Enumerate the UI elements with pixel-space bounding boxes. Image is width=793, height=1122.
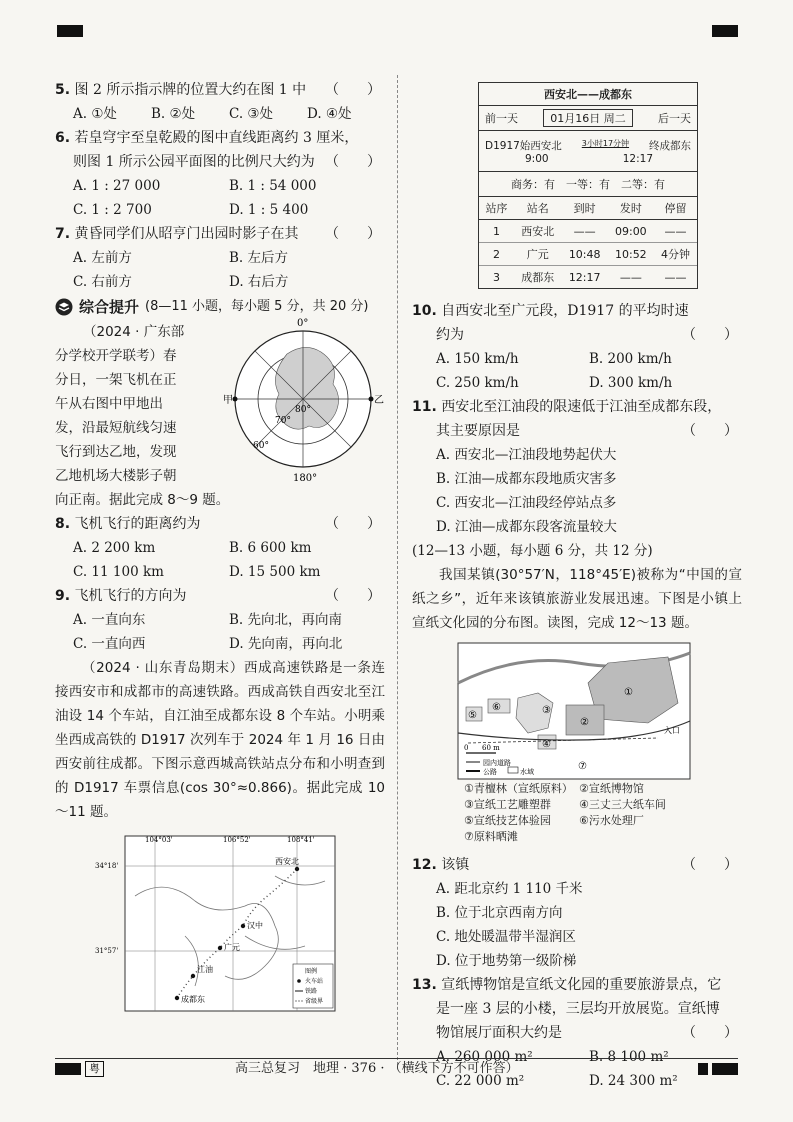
table-cell: —— [573, 224, 596, 238]
ticket-date: 01月16日 周二 [543, 109, 633, 127]
left-column [55, 78, 385, 1011]
q8-answer-blank: （ ） [325, 516, 381, 532]
park-legend-item: ⑦原料晒滩 [464, 830, 518, 843]
q13-answer-blank: （ ） [682, 1025, 738, 1041]
corner-mark-right [712, 25, 738, 37]
ticket-prev-day[interactable]: 前一天 [485, 112, 518, 125]
q8-option-b[interactable]: B. 6 600 km [229, 540, 312, 556]
table-cell: 12:17 [568, 270, 601, 284]
q10-stem-line2: 约为 [436, 327, 464, 343]
q7-option-c[interactable]: C. 右前方 [73, 274, 132, 290]
passage-1-line: （2024 · 广东部 [83, 324, 185, 340]
q13-option-a[interactable]: A. 260 000 m² [436, 1049, 533, 1065]
question-5 [55, 78, 385, 102]
corner-mark-left [57, 25, 83, 37]
map-lon-1: 104°03' [145, 836, 173, 844]
passage-2: （2024 · 山东青岛期末）西成高速铁路是一条连接西安市和成都市的高速铁路。西成高铁自西安北至江油设 14 个车站，自江油至成都东设 8 个车站。小明乘坐西成高铁的 D1917 次列车于 2024 年 1 月 16 日由西安前往成都。下图示意西城高铁站点分布和小明查到的 D1917 车票信息(cos 30°≈0.866)。据此完成 10～11 题。 [55, 660, 385, 820]
q11-option-d[interactable]: D. 江油—成都东段客流量较大 [436, 519, 617, 535]
footer-mark-left [55, 1063, 81, 1075]
passage-1-line: 乙地机场大楼影子朝 [55, 468, 177, 484]
ticket-date-row [479, 106, 697, 131]
ticket-train-no: D1917始西安北 [485, 139, 562, 152]
park-scale-0: 0 [464, 744, 469, 752]
q9-option-b[interactable]: B. 先向北，再向南 [229, 612, 343, 628]
ticket-duration: 3小时17分钟 [581, 138, 630, 148]
q5-number: 5. [55, 82, 71, 98]
q12-option-a[interactable]: A. 距北京约 1 110 千米 [436, 881, 583, 897]
q11-stem-line1: 西安北至江油段的限速低于江油至成都东段， [441, 399, 722, 415]
footer-text: 高三总复习 地理 · 376 · （横线下方不可作答） [235, 1061, 519, 1076]
table-cell: 3 [492, 270, 500, 284]
park-legend-item: ⑥污水处理厂 [579, 814, 644, 827]
ticket-stop-table [479, 197, 697, 288]
q13-option-c[interactable]: C. 22 000 m² [436, 1073, 525, 1089]
question-13 [412, 973, 742, 997]
question-10 [412, 299, 742, 323]
q11-answer-blank: （ ） [682, 423, 738, 439]
paper-park-map [458, 643, 690, 779]
map-station-jiangyou: 江油 [197, 965, 213, 974]
question-11-line2 [412, 419, 742, 443]
q5-options [55, 102, 385, 126]
q8-option-a[interactable]: A. 2 200 km [73, 540, 156, 556]
table-cell: 09:00 [614, 224, 647, 238]
right-column [412, 82, 742, 1093]
park-site-4: ④ [542, 739, 551, 750]
passage-1-line: 飞行到达乙地，发现 [55, 444, 177, 460]
q10-number: 10. [412, 303, 437, 319]
passage-1-line: 发，沿最短航线匀速 [55, 420, 177, 436]
q7-number: 7. [55, 226, 71, 242]
park-site-1: ① [624, 687, 633, 698]
q6-stem-line1: 若皇穹宇至皇乾殿的图中直线距离约 3 厘米， [74, 130, 359, 146]
table-cell: 4分钟 [660, 248, 690, 261]
q12-option-c[interactable]: C. 地处暖温带半湿润区 [436, 929, 576, 945]
polar-label-180: 180° [293, 473, 318, 484]
q6-option-d[interactable]: D. 1 : 5 400 [229, 202, 309, 218]
q8-option-c[interactable]: C. 11 100 km [73, 564, 164, 580]
table-cell: 1 [492, 224, 500, 238]
q7-option-d[interactable]: D. 右后方 [229, 274, 289, 290]
passage-1-line: 向正南。据此完成 8～9 题。 [55, 492, 230, 508]
q10-options [412, 347, 742, 395]
table-cell: 10:48 [568, 247, 601, 261]
q7-options [55, 246, 385, 294]
question-12 [412, 853, 742, 877]
q5-option-a[interactable]: A. ①处 [73, 106, 117, 122]
q12-option-b[interactable]: B. 位于北京西南方向 [436, 905, 563, 921]
park-legend-item: ①青檀林（宣纸原料） [464, 782, 573, 795]
park-site-3: ③ [542, 705, 551, 716]
question-9 [55, 584, 385, 608]
table-header: 发时 [619, 202, 642, 215]
q10-option-a[interactable]: A. 150 km/h [436, 351, 519, 367]
q11-stem-line2: 其主要原因是 [436, 423, 520, 439]
ticket-next-day[interactable]: 后一天 [658, 112, 691, 125]
polar-lat-80: 80° [295, 405, 311, 415]
polar-point-jia: 甲 [223, 395, 233, 406]
park-legend-water: 水域 [520, 768, 534, 776]
park-legend-item: ⑤宣纸技艺体验园 [464, 814, 551, 827]
q9-option-c[interactable]: C. 一直向西 [73, 636, 146, 652]
q9-number: 9. [55, 588, 71, 604]
q8-option-d[interactable]: D. 15 500 km [229, 564, 321, 580]
passage-3: 我国某镇(30°57′N，118°45′E)被称为“中国的宣纸之乡”，近年来该镇旅游业发展迅速。下图是小镇上宣纸文化园的分布图。读图，完成 12～13 题。 [412, 567, 742, 631]
map-legend-station: 火车站 [305, 978, 324, 985]
q13-stem-line2: 是一座 3 层的小楼，三层均开放展览。宣纸博 [436, 1001, 720, 1017]
table-row [479, 266, 697, 289]
question-8 [55, 512, 385, 536]
map-legend-title: 图例 [305, 968, 318, 975]
q5-stem: 图 2 所示指示牌的位置大约在图 1 中 [74, 82, 307, 98]
q8-stem: 飞机飞行的距离约为 [74, 516, 201, 532]
park-legend-item: ④三丈三大纸车间 [579, 798, 666, 811]
section-title: 综合提升 [79, 298, 140, 316]
q8-number: 8. [55, 516, 71, 532]
table-header: 站名 [526, 202, 549, 215]
table-cell: 西安北 [521, 225, 555, 238]
q6-stem-line2: 则图 1 所示公园平面图的比例尺大约为 [73, 154, 315, 170]
passage-1-line: 分学校开学联考）春 [55, 348, 177, 364]
table-row [479, 243, 697, 266]
q13-stem-line3: 物馆展厅面积大约是 [436, 1025, 562, 1041]
map-station-guangyuan: 广元 [224, 943, 240, 952]
map-station-chengdu: 成都东 [181, 995, 205, 1004]
park-scale-60: 60 m [482, 744, 500, 752]
q5-answer-blank: （ ） [325, 82, 381, 98]
q6-options [55, 174, 385, 222]
q12-stem: 该镇 [441, 857, 470, 873]
footer-mark-right-small [698, 1063, 708, 1075]
question-10-line2 [412, 323, 742, 347]
table-cell: 2 [492, 247, 500, 261]
q7-answer-blank: （ ） [325, 226, 381, 242]
q5-option-c[interactable]: C. ③处 [229, 106, 274, 122]
passage-1 [55, 320, 230, 512]
q13-number: 13. [412, 977, 437, 993]
table-header: 站序 [485, 202, 508, 215]
ticket-seats: 商务：有 一等：有 二等：有 [479, 172, 697, 197]
q7-option-b[interactable]: B. 左后方 [229, 250, 289, 266]
q9-stem: 飞机飞行的方向为 [74, 588, 187, 604]
park-site-6: ⑥ [492, 702, 501, 713]
q10-option-d[interactable]: D. 300 km/h [589, 375, 673, 391]
map-station-xian: 西安北 [275, 857, 299, 866]
q9-answer-blank: （ ） [325, 588, 381, 604]
table-header: 到时 [573, 202, 596, 215]
railway-map [95, 836, 335, 1011]
q5-option-b[interactable]: B. ②处 [151, 106, 196, 122]
q10-option-b[interactable]: B. 200 km/h [589, 351, 672, 367]
table-cell: 广元 [526, 248, 549, 261]
q10-option-c[interactable]: C. 250 km/h [436, 375, 519, 391]
park-legend [464, 781, 694, 845]
q5-option-d[interactable]: D. ④处 [307, 106, 352, 122]
map-legend-border: 省级界 [305, 998, 324, 1005]
q6-option-a[interactable]: A. 1 : 27 000 [73, 178, 161, 194]
table-header: 停留 [664, 202, 687, 215]
q12-number: 12. [412, 857, 437, 873]
map-lat-2: 31°57' [95, 947, 119, 955]
q9-option-d[interactable]: D. 先向南，再向北 [229, 636, 343, 652]
ticket-terminal: 终成都东 [649, 139, 691, 152]
q11-option-b[interactable]: B. 江油—成都东段地质灾害多 [436, 471, 617, 487]
park-entrance: 入口 [664, 726, 680, 735]
question-13-line3 [412, 1021, 742, 1045]
q6-option-b[interactable]: B. 1 : 54 000 [229, 178, 317, 194]
park-site-5: ⑤ [468, 710, 477, 721]
q8-options [55, 536, 385, 584]
footer-mark-right [712, 1063, 738, 1075]
map-lat-1: 34°18' [95, 862, 119, 870]
polar-lat-60: 60° [253, 441, 269, 451]
q7-option-a[interactable]: A. 左前方 [73, 250, 132, 266]
park-legend-item: ②宣纸博物馆 [579, 782, 644, 795]
map-city-hanzhong: 汉中 [247, 921, 263, 930]
question-7 [55, 222, 385, 246]
ticket-train-row [479, 131, 697, 172]
park-site-7: ⑦ [578, 761, 587, 772]
polar-projection-map [225, 314, 385, 484]
map-lon-3: 108°41' [287, 836, 315, 844]
q6-answer-blank: （ ） [325, 154, 381, 170]
q6-number: 6. [55, 130, 71, 146]
passage-1-line: 午从右图中甲地出 [55, 396, 163, 412]
page-footer [55, 1058, 738, 1076]
q12-answer-blank: （ ） [682, 857, 738, 873]
q12-option-d[interactable]: D. 位于地势第一级阶梯 [436, 953, 577, 969]
table-cell: —— [664, 270, 687, 284]
ticket-depart-time: 9:00 [525, 152, 549, 165]
q9-options [55, 608, 385, 656]
ticket-arrive-time: 12:17 [622, 152, 653, 165]
passage-1-block [55, 320, 385, 512]
table-header-row [479, 197, 697, 220]
table-cell: —— [664, 224, 687, 238]
question-6 [55, 126, 385, 150]
park-legend-highway: 公路 [483, 768, 497, 776]
q9-option-a[interactable]: A. 一直向东 [73, 612, 146, 628]
footer-region-badge: 粤 [85, 1061, 104, 1077]
map-lon-2: 106°52' [223, 836, 251, 844]
table-cell: 成都东 [521, 271, 555, 284]
park-legend-item: ③宣纸工艺雕塑群 [464, 798, 551, 811]
section-2-note: (12—13 小题，每小题 6 分，共 12 分) [412, 543, 653, 559]
ticket-route-title: 西安北——成都东 [479, 83, 697, 106]
table-cell: —— [619, 270, 642, 284]
q11-option-a[interactable]: A. 西安北—江油段地势起伏大 [436, 447, 617, 463]
polar-label-0: 0° [297, 318, 309, 329]
table-row [479, 220, 697, 243]
q11-option-c[interactable]: C. 西安北—江油段经停站点多 [436, 495, 617, 511]
question-6-line2 [55, 150, 385, 174]
table-cell: 10:52 [614, 247, 647, 261]
passage-1-line: 分日，一架飞机在正 [55, 372, 177, 388]
polar-lat-70: 70° [275, 416, 291, 426]
q13-option-d[interactable]: D. 24 300 m² [589, 1073, 678, 1089]
q11-number: 11. [412, 399, 437, 415]
q10-stem-line1: 自西安北至广元段，D1917 的平均时速 [441, 303, 689, 319]
park-legend-road: 园内道路 [483, 759, 511, 767]
map-legend-rail: 铁路 [305, 988, 318, 995]
q10-answer-blank: （ ） [682, 327, 738, 343]
q13-stem-line1: 宣纸博物馆是宣纸文化园的重要旅游景点，它 [441, 977, 722, 993]
park-site-2: ② [580, 717, 589, 728]
train-ticket [478, 82, 698, 289]
q13-option-b[interactable]: B. 8 100 m² [589, 1049, 669, 1065]
polar-point-yi: 乙 [374, 395, 384, 406]
q7-stem: 黄昏同学们从昭亨门出园时影子在其 [74, 226, 299, 242]
layers-icon [55, 298, 73, 316]
q6-option-c[interactable]: C. 1 : 2 700 [73, 202, 152, 218]
question-11 [412, 395, 742, 419]
section-note: (8—11 小题，每小题 5 分，共 20 分) [145, 299, 369, 314]
column-divider [397, 75, 398, 1065]
